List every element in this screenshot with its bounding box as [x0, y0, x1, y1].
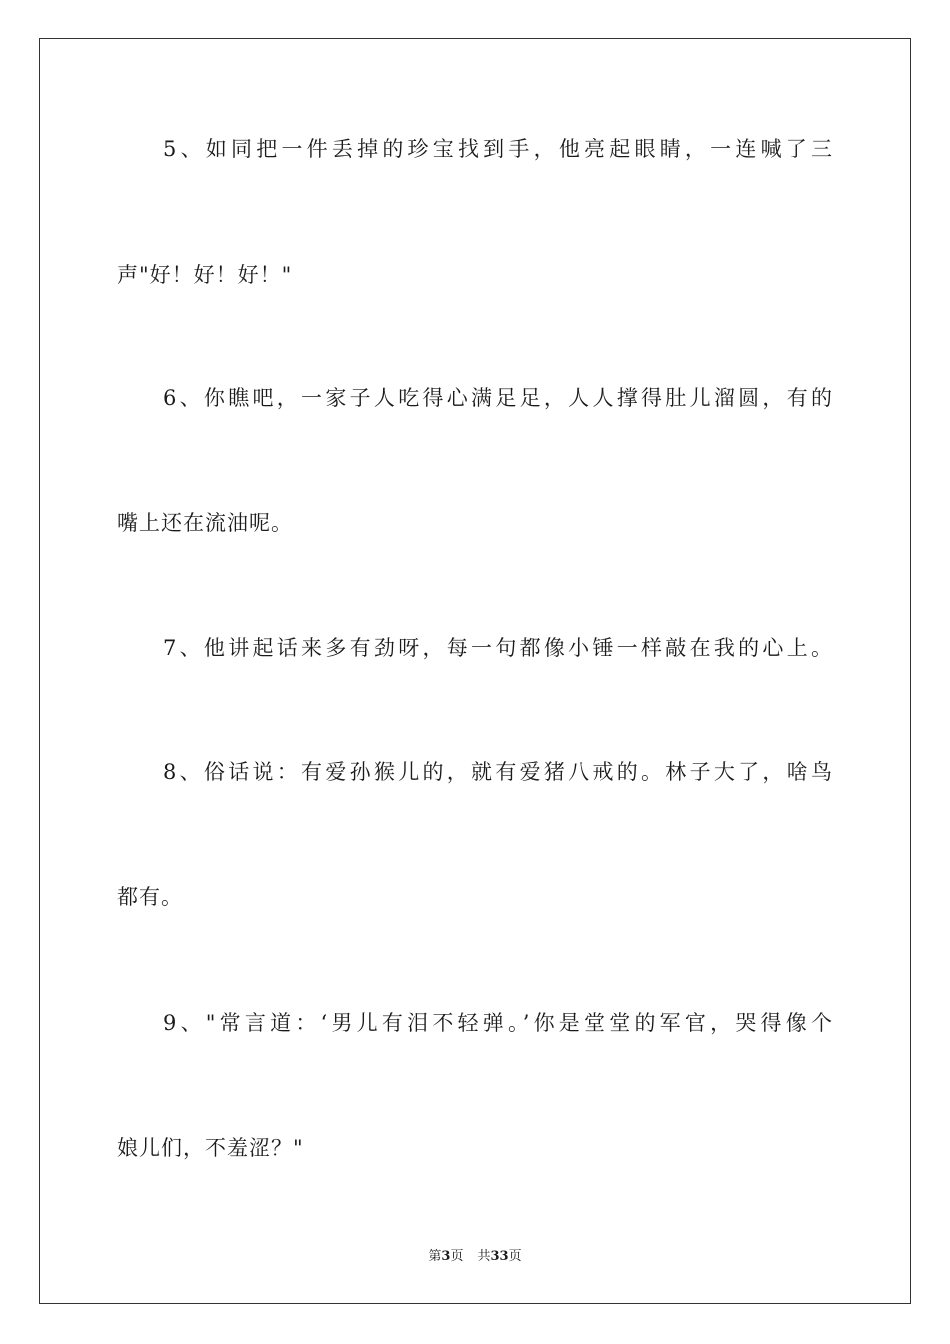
total-pages: 33 — [490, 1249, 509, 1264]
page-prefix: 第 — [428, 1249, 442, 1264]
page-number: 3 — [441, 1249, 451, 1264]
total-prefix: 共 — [477, 1249, 491, 1264]
paragraph-9-line-2: 娘儿们，不羞涩？" — [117, 1136, 304, 1160]
page-frame — [39, 38, 911, 1304]
paragraph-7-line-1: 7、他讲起话来多有劲呀，每一句都像小锤一样敲在我的心上。 — [163, 636, 833, 660]
paragraph-8-line-2: 都有。 — [117, 885, 183, 909]
paragraph-5-line-1: 5、如同把一件丢掉的珍宝找到手，他亮起眼睛，一连喊了三 — [163, 137, 833, 161]
paragraph-5-line-2: 声"好！好！好！" — [117, 263, 293, 287]
page-footer — [0, 1248, 950, 1266]
paragraph-6-line-2: 嘴上还在流油呢。 — [117, 511, 293, 535]
paragraph-9-line-1: 9、"常言道：‘男儿有泪不轻弹。’你是堂堂的军官，哭得像个 — [163, 1011, 833, 1035]
paragraph-8-line-1: 8、俗话说：有爱孙猴儿的，就有爱猪八戒的。林子大了，啥鸟 — [163, 760, 833, 784]
total-suffix: 页 — [508, 1249, 522, 1264]
paragraph-6-line-1: 6、你瞧吧，一家子人吃得心满足足，人人撑得肚儿溜圆，有的 — [163, 386, 833, 410]
page-suffix: 页 — [450, 1249, 464, 1264]
